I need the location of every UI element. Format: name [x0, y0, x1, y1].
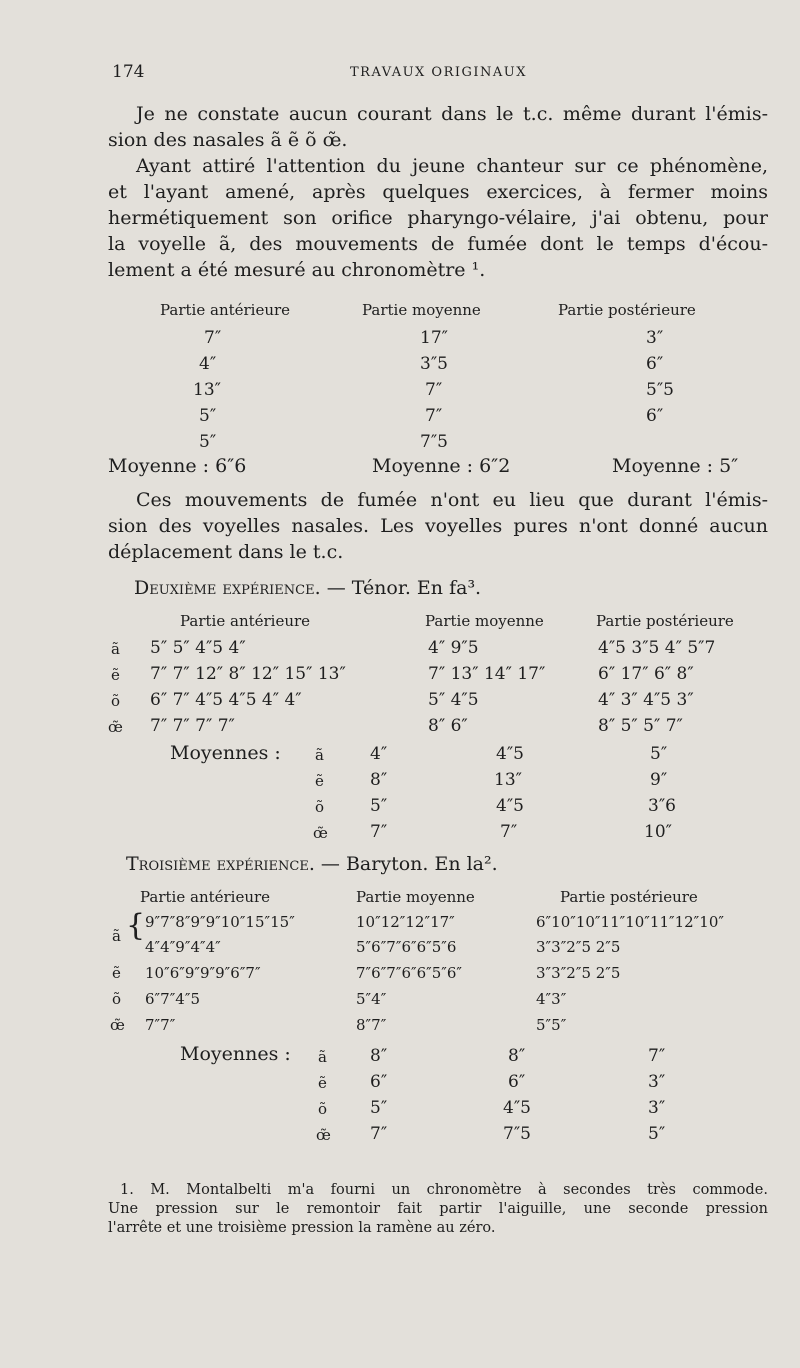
table-cell: 6″ 17″ 6″ 8″	[598, 664, 694, 684]
footnote	[108, 1181, 768, 1238]
table-cell: 7″ 7″ 7″ 7″	[150, 716, 235, 736]
vowel-label: œ̃	[316, 1126, 331, 1144]
table-cell: 9″	[650, 770, 668, 790]
running-title: TRAVAUX ORIGINAUX	[350, 65, 528, 80]
table-cell: 6″ 7″ 4″5 4″5 4″ 4″	[150, 690, 302, 710]
table-cell: 3″3″2″5 2″5	[536, 938, 621, 956]
column-header: Partie postérieure	[596, 612, 734, 630]
table-cell: 7″	[425, 406, 443, 426]
table-cell: 4″4″9″4″4″	[145, 938, 221, 956]
section-title: Deuxième expérience. — Ténor. En fa³.	[134, 577, 482, 599]
vowel-label: ẽ	[112, 964, 121, 982]
table-cell: 7″	[648, 1046, 666, 1066]
vowel-label: ẽ	[111, 666, 120, 684]
table-cell: 5″5	[646, 380, 674, 400]
table-cell: 6″	[370, 1072, 388, 1092]
table-cell: 7″	[500, 822, 518, 842]
table-cell: 9″7″8″9″9″10″15″15″	[145, 913, 295, 931]
page-header	[0, 62, 800, 88]
table-cell: 4″ 3″ 4″5 3″	[598, 690, 694, 710]
vowel-label: ẽ	[318, 1074, 327, 1092]
vowel-label: õ	[111, 692, 121, 710]
table-cell: 3″3″2″5 2″5	[536, 964, 621, 982]
table-cell: 3″	[648, 1098, 666, 1118]
table-cell: 10″6″9″9″9″6″7″	[145, 964, 261, 982]
table-cell: 6″	[646, 354, 664, 374]
vowel-label: õ	[315, 798, 325, 816]
table-cell: 4″ 9″5	[428, 638, 479, 658]
text-line: déplacement dans le t.c.	[108, 541, 344, 563]
text-line: hermétiquement son orifice pharyngo-vélaire, j'ai obtenu, pour	[108, 207, 768, 229]
table-cell: 13″	[193, 380, 221, 400]
column-header: Partie postérieure	[560, 888, 698, 906]
brace-icon: {	[126, 908, 146, 943]
table-cell: 4″3″	[536, 990, 567, 1008]
averages-label: Moyennes :	[170, 742, 281, 764]
table-cell: 6″	[508, 1072, 526, 1092]
table-cell: 4″5	[496, 744, 524, 764]
vowel-label: ã	[315, 746, 324, 764]
average-label: Moyenne : 6″6	[108, 455, 247, 477]
column-header: Partie antérieure	[160, 301, 291, 319]
table-cell: 8″ 5″ 5″ 7″	[598, 716, 683, 736]
table-cell: 7″	[425, 380, 443, 400]
table-cell: 7″	[204, 328, 222, 348]
table-cell: 5″	[650, 744, 668, 764]
vowel-label: õ	[112, 990, 122, 1008]
table-cell: 7″ 7″ 12″ 8″ 12″ 15″ 13″	[150, 664, 346, 684]
table-cell: 8″7″	[356, 1016, 387, 1034]
table-cell: 5″5″	[536, 1016, 567, 1034]
table-cell: 10″12″12″17″	[356, 913, 455, 931]
table-cell: 3″	[648, 1072, 666, 1092]
table-cell: 3″	[646, 328, 664, 348]
table-cell: 5″6″7″6″6″5″6	[356, 938, 457, 956]
text-line: Ces mouvements de fumée n'ont eu lieu que durant l'émis-	[136, 489, 768, 511]
average-label: Moyenne : 6″2	[372, 455, 511, 477]
table-cell: 3″5	[420, 354, 448, 374]
text-line: sion des voyelles nasales. Les voyelles pures n'ont donné aucun	[108, 515, 768, 537]
vowel-label: ã	[318, 1048, 327, 1066]
column-header: Partie antérieure	[140, 888, 271, 906]
table-cell: 7″5	[503, 1124, 531, 1144]
table-cell: 8″ 6″	[428, 716, 468, 736]
table-cell: 6″10″10″11″10″11″12″10″	[536, 913, 724, 931]
table-cell: 8″	[370, 770, 388, 790]
column-header: Partie moyenne	[356, 888, 475, 906]
table-cell: 5″4″	[356, 990, 387, 1008]
table-cell: 5″ 4″5	[428, 690, 479, 710]
text-line: Je ne constate aucun courant dans le t.c. même durant l'émis-	[136, 103, 768, 125]
vowel-label: ã	[112, 927, 121, 945]
table-cell: 7″	[370, 1124, 388, 1144]
text-line: sion des nasales ã ẽ õ œ̃.	[108, 129, 348, 151]
averages-label: Moyennes :	[180, 1043, 291, 1065]
table-cell: 5″	[199, 432, 217, 452]
table-cell: 5″	[370, 1098, 388, 1118]
intro-paragraph	[108, 101, 768, 283]
column-header: Partie antérieure	[180, 612, 311, 630]
table-cell: 7″5	[420, 432, 448, 452]
table-cell: 13″	[494, 770, 522, 790]
text-line: Ayant attiré l'attention du jeune chanteur sur ce phénomène,	[136, 155, 768, 177]
table-cell: 4″5 3″5 4″ 5″7	[598, 638, 716, 658]
table-cell: 10″	[644, 822, 672, 842]
table-cell: 5″	[648, 1124, 666, 1144]
table-cell: 7″6″7″6″6″5″6″	[356, 964, 463, 982]
table-cell: 17″	[420, 328, 448, 348]
vowel-label: ã	[111, 640, 120, 658]
table-cell: 5″	[199, 406, 217, 426]
vowel-label: ẽ	[315, 772, 324, 790]
page-number: 174	[112, 62, 145, 82]
text-line: et l'ayant amené, après quelques exercices, à fermer moins	[108, 181, 768, 203]
column-header: Partie moyenne	[425, 612, 544, 630]
vowel-label: õ	[318, 1100, 328, 1118]
table-cell: 4″5	[503, 1098, 531, 1118]
table-cell: 5″	[370, 796, 388, 816]
footnote-line: l'arrête et une troisième pression la ramène au zéro.	[108, 1220, 496, 1236]
table-cell: 4″5	[496, 796, 524, 816]
average-label: Moyenne : 5″	[612, 455, 739, 477]
table-cell: 6″7″4″5	[145, 990, 200, 1008]
table-cell: 7″	[370, 822, 388, 842]
vowel-label: œ̃	[313, 824, 328, 842]
text-line: la voyelle ã, des mouvements de fumée dont le temps d'écou-	[108, 233, 768, 255]
table-cell: 7″7″	[145, 1016, 176, 1034]
column-header: Partie postérieure	[558, 301, 696, 319]
column-header: Partie moyenne	[362, 301, 481, 319]
table-cell: 8″	[370, 1046, 388, 1066]
text-line: lement a été mesuré au chronomètre ¹.	[108, 259, 486, 281]
table-cell: 4″	[370, 744, 388, 764]
footnote-line: Une pression sur le remontoir fait partir l'aiguille, une seconde pression	[108, 1201, 768, 1217]
footnote-line: 1. M. Montalbelti m'a fourni un chronomètre à secondes très commode.	[120, 1182, 768, 1198]
vowel-label: œ̃	[110, 1016, 125, 1034]
table-cell: 4″	[199, 354, 217, 374]
table-cell: 6″	[646, 406, 664, 426]
table-cell: 8″	[508, 1046, 526, 1066]
table-cell: 7″ 13″ 14″ 17″	[428, 664, 546, 684]
table-cell: 5″ 5″ 4″5 4″	[150, 638, 246, 658]
table-cell: 3″6	[648, 796, 676, 816]
vowel-label: œ̃	[108, 718, 123, 736]
paragraph-2	[108, 487, 768, 565]
section-title: Troisième expérience. — Baryton. En la².	[126, 853, 498, 875]
